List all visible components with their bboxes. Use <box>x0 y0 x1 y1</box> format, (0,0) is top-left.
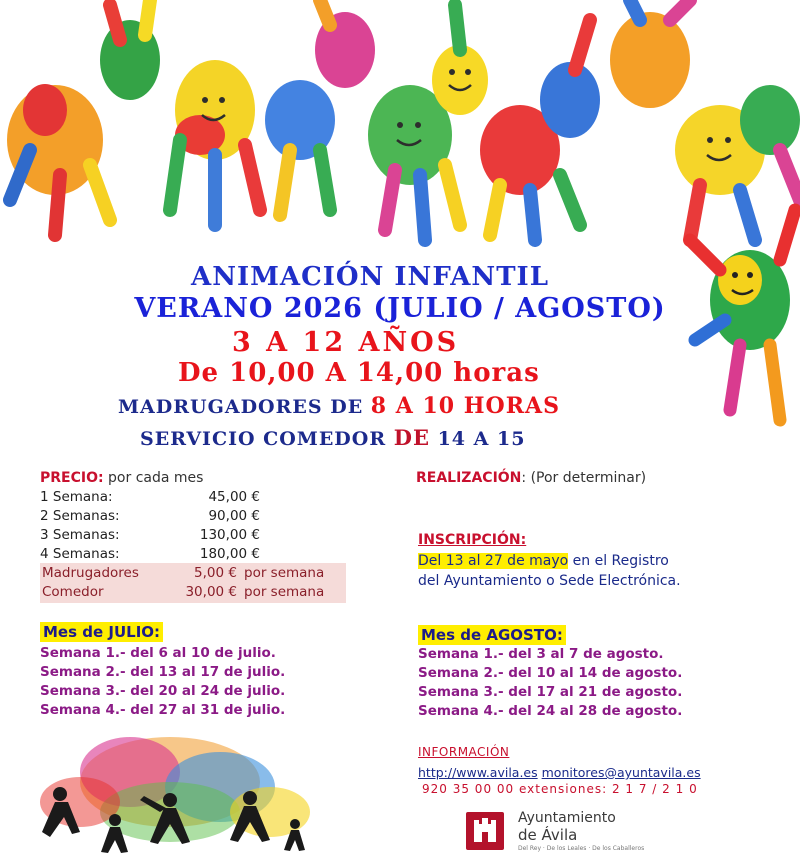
inscripcion-dates: Del 13 al 27 de mayo <box>418 553 569 569</box>
logo-name-line1: Ayuntamiento <box>518 810 616 826</box>
price-row-name: 4 Semanas: <box>40 546 120 562</box>
price-row-name: 1 Semana: <box>40 489 113 505</box>
agosto-week: Semana 2.- del 10 al 14 de agosto. <box>418 665 683 681</box>
precio-label: PRECIO: <box>40 470 104 486</box>
realizacion-label: REALIZACIÓN <box>416 470 522 486</box>
comedor-hours: 14 A 15 <box>429 428 526 450</box>
informacion-heading: INFORMACIÓN <box>418 745 510 759</box>
julio-week: Semana 1.- del 6 al 10 de julio. <box>40 645 276 661</box>
price-row-value: 180,00 € <box>199 546 260 562</box>
headline-verano: VERANO 2026 (JULIO / AGOSTO) <box>134 293 666 324</box>
extra-row-comedor <box>42 584 342 600</box>
comedor-de: DE <box>393 425 430 450</box>
realizacion <box>416 470 646 486</box>
precio-note: por cada mes <box>103 470 204 486</box>
madrugadores-label: MADRUGADORES DE <box>118 396 371 418</box>
madrugadores-hours: 8 A 10 HORAS <box>370 393 560 419</box>
headline-madrugadores <box>118 393 560 419</box>
extra-value: 5,00 € <box>194 565 237 581</box>
realizacion-value: : (Por determinar) <box>521 470 647 486</box>
logo-name-line2: de Ávila <box>518 826 578 844</box>
price-row <box>40 508 260 524</box>
informacion-links <box>418 765 701 780</box>
web-link[interactable]: http://www.avila.es <box>418 765 538 780</box>
price-row-name: 2 Semanas: <box>40 508 120 524</box>
price-row-name: 3 Semanas: <box>40 527 120 543</box>
inscripcion-line2: del Ayuntamiento o Sede Electrónica. <box>418 573 681 589</box>
headline-comedor <box>140 425 525 450</box>
headline-horario: De 10,00 A 14,00 horas <box>178 358 540 388</box>
price-row-value: 45,00 € <box>208 489 260 505</box>
agosto-heading <box>418 625 566 644</box>
price-row-value: 90,00 € <box>208 508 260 524</box>
price-row <box>40 489 260 505</box>
inscripcion-heading: INSCRIPCIÓN: <box>418 532 527 548</box>
julio-week: Semana 4.- del 27 al 31 de julio. <box>40 702 286 718</box>
agosto-week: Semana 4.- del 24 al 28 de agosto. <box>418 703 683 719</box>
comedor-label: SERVICIO COMEDOR <box>140 428 394 450</box>
headline-edades: 3 A 12 AÑOS <box>232 327 460 358</box>
extra-value: 30,00 € <box>185 584 237 600</box>
informacion-phone: 920 35 00 00 extensiones: 2 1 7 / 2 1 0 <box>422 782 698 796</box>
extra-unit: por semana <box>244 584 325 600</box>
email-link[interactable]: monitores@ayuntavila.es <box>541 765 701 780</box>
price-row <box>40 546 260 562</box>
agosto-title: Mes de AGOSTO: <box>418 625 566 645</box>
price-row-value: 130,00 € <box>199 527 260 543</box>
agosto-week: Semana 3.- del 17 al 21 de agosto. <box>418 684 683 700</box>
extra-row-madrugadores <box>42 565 342 581</box>
logo-tagline: Del Rey · De los Leales · De los Caballeros <box>518 845 645 852</box>
extra-name: Comedor <box>42 584 104 600</box>
julio-heading <box>40 622 163 641</box>
precio-heading <box>40 470 203 486</box>
agosto-week: Semana 1.- del 3 al 7 de agosto. <box>418 646 664 662</box>
coat-of-arms-icon <box>466 812 504 850</box>
price-row <box>40 527 260 543</box>
inscripcion-line1 <box>418 553 669 569</box>
julio-week: Semana 2.- del 13 al 17 de julio. <box>40 664 286 680</box>
julio-week: Semana 3.- del 20 al 24 de julio. <box>40 683 286 699</box>
extra-name: Madrugadores <box>42 565 139 581</box>
inscripcion-rest: en el Registro <box>568 553 669 569</box>
kids-silhouette-illustration <box>20 732 320 861</box>
julio-title: Mes de JULIO: <box>40 622 163 642</box>
headline-animacion: ANIMACIÓN INFANTIL <box>191 262 549 292</box>
extra-unit: por semana <box>244 565 325 581</box>
ayuntamiento-logo <box>466 810 646 856</box>
